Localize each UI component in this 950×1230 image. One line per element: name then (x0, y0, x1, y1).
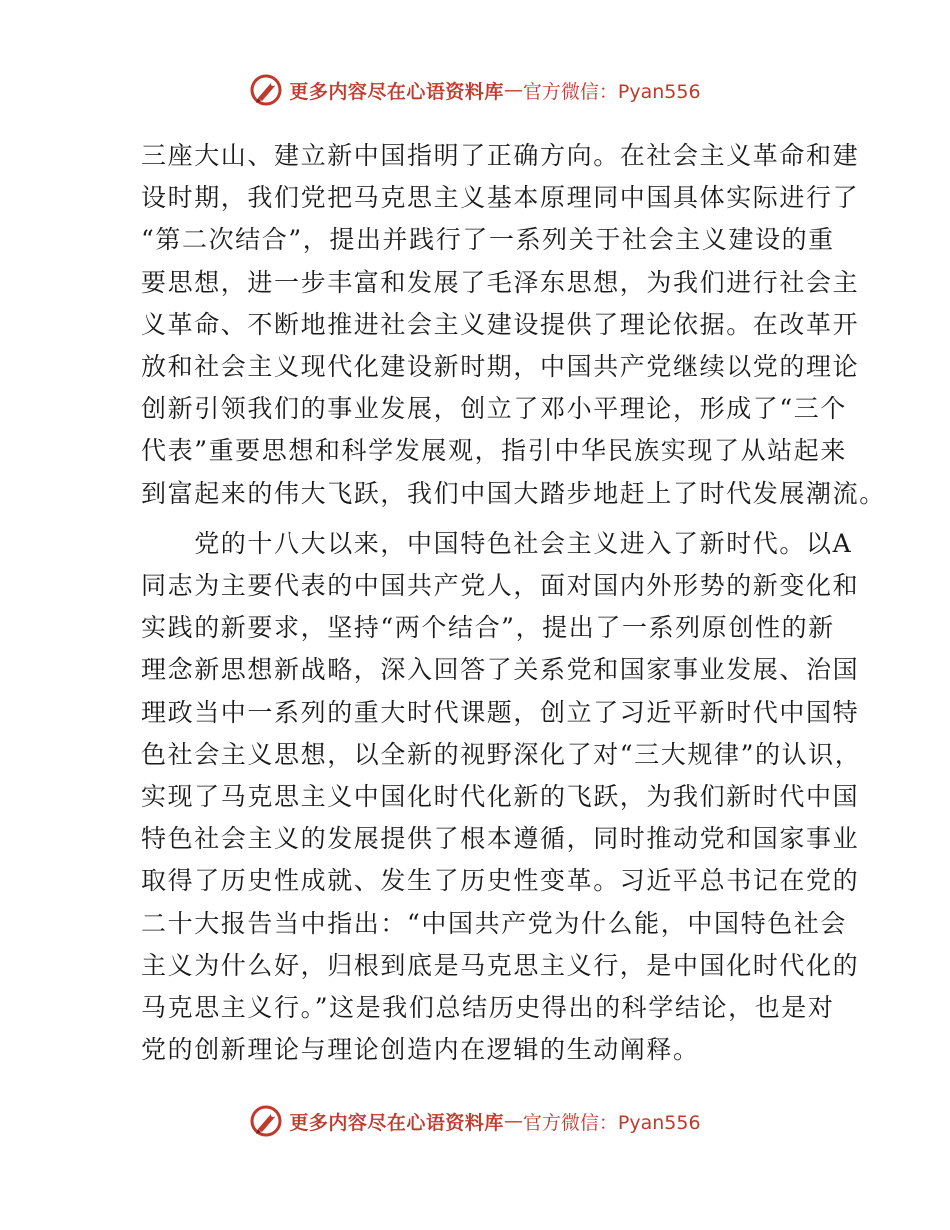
text-line: 义革命、不断地推进社会主义建设提供了理论依据。在改革开 (141, 309, 860, 339)
document-body (141, 135, 886, 1071)
paragraph-1 (141, 135, 886, 515)
banner-separator: — (503, 79, 523, 101)
pen-logo-icon (249, 73, 283, 107)
text-line: 创新引领我们的事业发展，创立了邓小平理论，形成了“三个 (141, 394, 847, 424)
text-line: 要思想，进一步丰富和发展了毛泽东思想，为我们进行社会主 (141, 267, 860, 297)
text-line: 特色社会主义的发展提供了根本遵循，同时推动党和国家事业 (141, 824, 860, 854)
text-line: 实践的新要求，坚持“两个结合”，提出了一系列原创性的新 (141, 613, 835, 643)
text-line: 设时期，我们党把马克思主义基本原理同中国具体实际进行了 (141, 183, 860, 213)
banner-wechat: 官方微信：Pyan556 (522, 80, 701, 103)
text-line: 党的创新理论与理论创造内在逻辑的生动阐释。 (141, 1035, 700, 1065)
text-line: 主义为什么好，归根到底是马克思主义行，是中国化时代化的 (141, 950, 860, 980)
text-line: 理政当中一系列的重大时代课题，创立了习近平新时代中国特 (141, 697, 860, 727)
text-line: 同志为主要代表的中国共产党人，面对国内外形势的新变化和 (141, 571, 860, 601)
banner-separator: — (503, 1110, 523, 1132)
text-line: 二十大报告当中指出：“中国共产党为什么能，中国特色社会 (141, 908, 847, 938)
text-line: 放和社会主义现代化建设新时期，中国共产党继续以党的理论 (141, 352, 860, 382)
banner-wechat: 官方微信：Pyan556 (522, 1111, 701, 1134)
footer-banner (0, 1101, 950, 1141)
banner-title: 更多内容尽在心语资料库 (289, 80, 504, 103)
paragraph-2 (141, 523, 862, 1072)
text-line: 三座大山、建立新中国指明了正确方向。在社会主义革命和建 (141, 141, 860, 170)
text-line: 理念新思想新战略，深入回答了关系党和国家事业发展、治国 (141, 655, 860, 685)
text-line: 取得了历史性成就、发生了历史性变革。习近平总书记在党的 (141, 866, 860, 896)
text-line: 实现了马克思主义中国化时代化新的飞跃，为我们新时代中国 (141, 782, 860, 812)
pen-logo-icon (249, 1104, 283, 1138)
text-line: 代表”重要思想和科学发展观，指引中华民族实现了从站起来 (141, 436, 847, 466)
text-line: 党的十八大以来，中国特色社会主义进入了新时代。以A (141, 528, 853, 558)
text-line: 色社会主义思想，以全新的视野深化了对“三大规律”的认识， (141, 739, 862, 769)
text-line: 马克思主义行。”这是我们总结历史得出的科学结论，也是对 (141, 993, 835, 1023)
header-banner (0, 70, 950, 110)
text-line: 到富起来的伟大飞跃，我们中国大踏步地赶上了时代发展潮流。 (141, 478, 886, 508)
text-line: “第二次结合”，提出并践行了一系列关于社会主义建设的重 (141, 225, 835, 255)
banner-title: 更多内容尽在心语资料库 (289, 1111, 504, 1134)
